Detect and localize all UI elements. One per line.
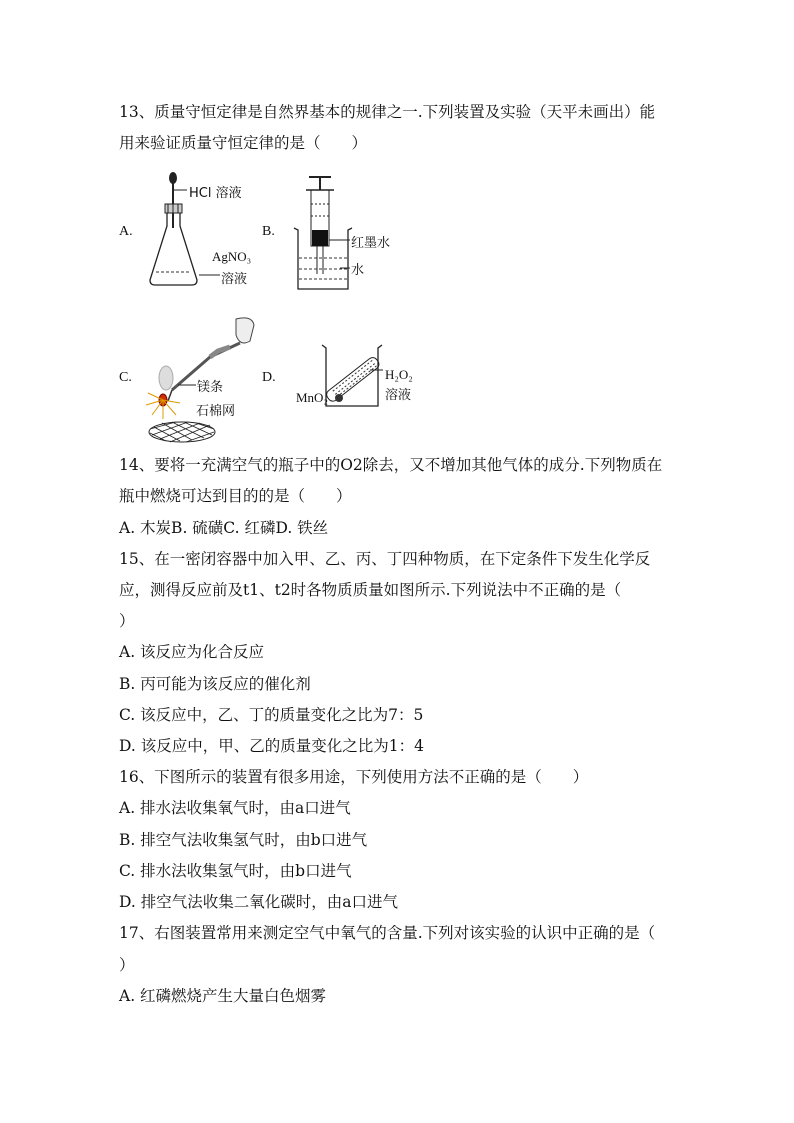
q15-option-c: C. 该反应中，乙、丁的质量变化之比为7：5: [119, 706, 424, 724]
q17-option-a: A. 红磷燃烧产生大量白色烟雾: [119, 987, 327, 1005]
q16-option-c: C. 排水法收集氢气时，由b口进气: [119, 862, 352, 880]
q14-line-2: 瓶中燃烧可达到目的的是（ ）: [119, 487, 352, 505]
q15-option-a: A. 该反应为化合反应: [119, 643, 265, 661]
hcl-label: HCl 溶液: [189, 186, 242, 201]
mno2-label: MnO₂: [296, 390, 328, 405]
h2o2-solution-label: 溶液: [385, 388, 412, 403]
agno3-solution-label: 溶液: [221, 272, 248, 287]
gauze-label: 石棉网: [196, 404, 236, 419]
q15-option-d: D. 该反应中，甲、乙的质量变化之比为1：4: [119, 737, 424, 755]
q16-option-d: D. 排空气法收集二氧化碳时，由a口进气: [119, 893, 398, 911]
option-b-letter: B.: [262, 224, 275, 239]
q16-option-a: A. 排水法收集氧气时，由a口进气: [119, 799, 351, 817]
q16-line-1: 16、下图所示的装置有很多用途，下列使用方法不正确的是（ ）: [119, 768, 589, 786]
q17-line-2: ）: [119, 956, 135, 974]
option-d-letter: D.: [262, 370, 276, 385]
q15-line-2: 应，测得反应前及t1、t2时各物质质量如图所示.下列说法中不正确的是（: [119, 581, 622, 599]
q13-line-2: 用来验证质量守恒定律的是（ ）: [119, 134, 368, 152]
q14-options: A. 木炭B. 硫磺C. 红磷D. 铁丝: [119, 519, 329, 537]
q14-line-1: 14、要将一充满空气的瓶子中的O2除去，又不增加其他气体的成分.下列物质在: [119, 456, 663, 474]
q16-option-b: B. 排空气法收集氢气时，由b口进气: [119, 831, 368, 849]
q15-line-1: 15、在一密闭容器中加入甲、乙、丙、丁四种物质，在下定条件下发生化学反: [119, 550, 651, 568]
agno3-label: AgNO₃: [212, 249, 252, 264]
water-label: 水: [351, 263, 365, 278]
option-a-letter: A.: [119, 224, 133, 239]
q15-option-b: B. 丙可能为该反应的催化剂: [119, 675, 311, 693]
h2o2-label: H₂O₂: [385, 367, 413, 382]
q13-line-1: 13、质量守恒定律是自然界基本的规律之一.下列装置及实验（天平未画出）能: [119, 103, 656, 121]
h2o2-figure: [320, 340, 390, 412]
q17-line-1: 17、右图装置常用来测定空气中氧气的含量.下列对该实验的认识中正确的是（: [119, 924, 656, 942]
option-c-letter: C.: [119, 370, 132, 385]
q15-line-3: ）: [119, 612, 135, 630]
magnesium-label: 镁条: [197, 380, 224, 395]
red-ink-label: 红墨水: [351, 236, 391, 251]
